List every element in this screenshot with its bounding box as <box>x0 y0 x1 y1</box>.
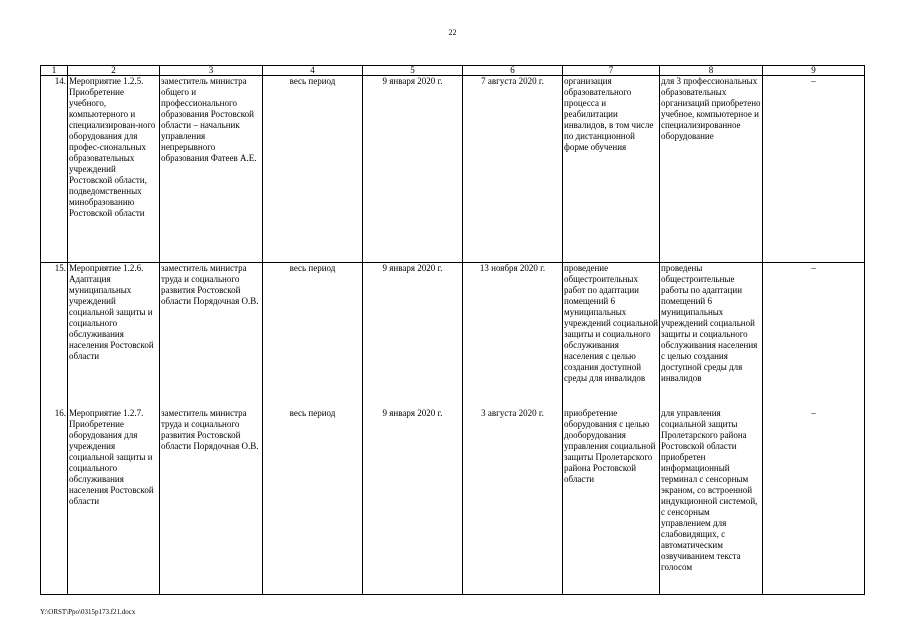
responsible-cell: заместитель министра труда и социального развития Ростовской области Порядочная О.В. <box>160 408 263 595</box>
header-cell: 5 <box>363 66 463 76</box>
actual-result-cell: для управления социальной защиты Пролетарского района Ростовской области приобретен информационный терминал с сенсорным экраном, со встроенной индукционной системой, с сенсорным управлением для слабовидящих, с автоматическим озвучиванием текста голосом <box>660 408 763 595</box>
header-cell: 4 <box>263 66 363 76</box>
header-cell: 2 <box>68 66 160 76</box>
header-row <box>41 66 865 76</box>
period-cell: весь период <box>263 263 363 409</box>
period-cell: весь период <box>263 76 363 263</box>
event-cell: Мероприятие 1.2.7. Приобретение оборудования для учреждения социальной защиты и социального обслуживания населения Ростовской области <box>68 408 160 595</box>
header-cell: 1 <box>41 66 68 76</box>
responsible-cell: заместитель министра труда и социального развития Ростовской области Порядочная О.В. <box>160 263 263 409</box>
start-date-cell: 9 января 2020 г. <box>363 408 463 595</box>
actual-result-cell: проведены общестроительные работы по адаптации помещений 6 муниципальных учреждений социальной защиты и социального обслуживания населения с целью создания доступной среды для инвалидов <box>660 263 763 409</box>
row-number: 14. <box>41 76 68 263</box>
end-date-cell: 7 августа 2020 г. <box>463 76 563 263</box>
note-cell: – <box>763 408 865 595</box>
start-date-cell: 9 января 2020 г. <box>363 263 463 409</box>
table-row <box>41 408 865 595</box>
file-path-footer: Y:\ORST\Ppo\0315p173.f21.docx <box>40 608 136 616</box>
table-row <box>41 76 865 263</box>
plan-table <box>40 65 865 595</box>
note-cell: – <box>763 263 865 409</box>
header-cell: 7 <box>563 66 660 76</box>
table-row <box>41 263 865 409</box>
note-cell: – <box>763 76 865 263</box>
header-cell: 9 <box>763 66 865 76</box>
page-number: 22 <box>448 28 457 37</box>
row-number: 15. <box>41 263 68 409</box>
header-cell: 3 <box>160 66 263 76</box>
period-cell: весь период <box>263 408 363 595</box>
expected-result-cell: организация образовательного процесса и реабилитации инвалидов, в том числе по дистанционной форме обучения <box>563 76 660 263</box>
expected-result-cell: проведение общестроительных работ по адаптации помещений 6 муниципальных учреждений социальной защиты и социального обслуживания населения с целью создания доступной среды для инвалидов <box>563 263 660 409</box>
end-date-cell: 3 августа 2020 г. <box>463 408 563 595</box>
header-cell: 8 <box>660 66 763 76</box>
actual-result-cell: для 3 профессиональных образовательных организаций приобретено учебное, компьютерное и специализированное оборудование <box>660 76 763 263</box>
row-number: 16. <box>41 408 68 595</box>
expected-result-cell: приобретение оборудования с целью дооборудования управления социальной защиты Пролетарского района Ростовской области <box>563 408 660 595</box>
start-date-cell: 9 января 2020 г. <box>363 76 463 263</box>
end-date-cell: 13 ноября 2020 г. <box>463 263 563 409</box>
event-cell: Мероприятие 1.2.6. Адаптация муниципальных учреждений социальной защиты и социального обслуживания населения Ростовской области <box>68 263 160 409</box>
event-cell: Мероприятие 1.2.5. Приобретение учебного, компьютерного и специализирован-ного оборудования для профес-сиональных образовательных учреждений Ростовской области, подведомственных минобразованию Ростовской области <box>68 76 160 263</box>
responsible-cell: заместитель министра общего и профессионального образования Ростовской области – начальник управления непрерывного образования Фатеев А.Е. <box>160 76 263 263</box>
header-cell: 6 <box>463 66 563 76</box>
